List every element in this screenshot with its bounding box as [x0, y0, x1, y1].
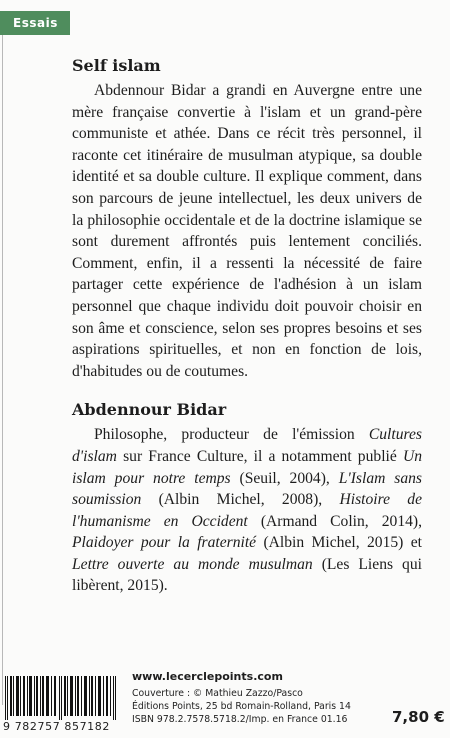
cover-credit: Couverture : © Mathieu Zazzo/Pasco: [132, 688, 303, 699]
book-title: Un islam pour notre temps: [72, 447, 422, 487]
isbn: ISBN 978.2.7578.5718.2/Imp. en France 01.16: [132, 714, 348, 725]
series-label: Essais: [0, 11, 70, 35]
author-bio-paragraph: Philosophe, producteur de l'émission Cultures d'islam sur France Culture, il a notamment publié Un islam pour notre temps (Seuil, 2004), L'Islam sans soumission (Albin Michel, 2008), Histoire de l'humanisme en Occident (Armand Colin, 2014), Plaidoyer pour la fraternité (Albin Michel, 2015) et Lettre ouverte au monde musulman (Les Liens qui libèrent, 2015).: [72, 426, 423, 595]
publication-credits: [132, 687, 351, 726]
book-title: Histoire de l'humanisme en Occident: [72, 491, 423, 530]
publisher-website-link[interactable]: www.lecerclepoints.com: [132, 670, 283, 683]
book-title: Cultures d'islam: [72, 426, 422, 465]
publisher-address: Éditions Points, 25 bd Romain-Rolland, Paris 14: [132, 701, 351, 712]
section-title-author: Abdennour Bidar: [72, 400, 227, 420]
section-title-self-islam: Self islam: [72, 56, 161, 75]
back-cover-text: [72, 56, 422, 597]
barcode-number: 9 782757 857182: [3, 720, 110, 733]
summary-paragraph: Abdennour Bidar a grandi en Auvergne entre une mère française convertie à l'islam et un grand-père communiste et athée. Dans ce récit très personnel, il raconte cet itinéraire de musulman atypique, sa double identité et sa double culture. Il explique comment, dans son parcours de jeune intellectuel, les deux univers de la philosophie occidentale et de la doctrine islamique se sont durement affrontés puis lentement conciliés. Comment, enfin, il a ressenti la nécessité de faire partager cette expérience de l'adhésion à un islam personnel que chaque individu doit pouvoir choisir en son âme et conscience, selon ses propres besoins et ses aspirations spirituelles, et non en fonction de lois, d'habitudes ou de coutumes.: [72, 82, 422, 380]
price: 7,80 €: [392, 708, 445, 726]
barcode-icon: [3, 676, 121, 720]
margin-rule: [2, 35, 3, 705]
book-title: Lettre ouverte au monde musulman: [72, 555, 313, 573]
book-title: Plaidoyer pour la fraternité: [72, 534, 257, 552]
book-title: L'Islam sans soumission: [72, 469, 422, 509]
